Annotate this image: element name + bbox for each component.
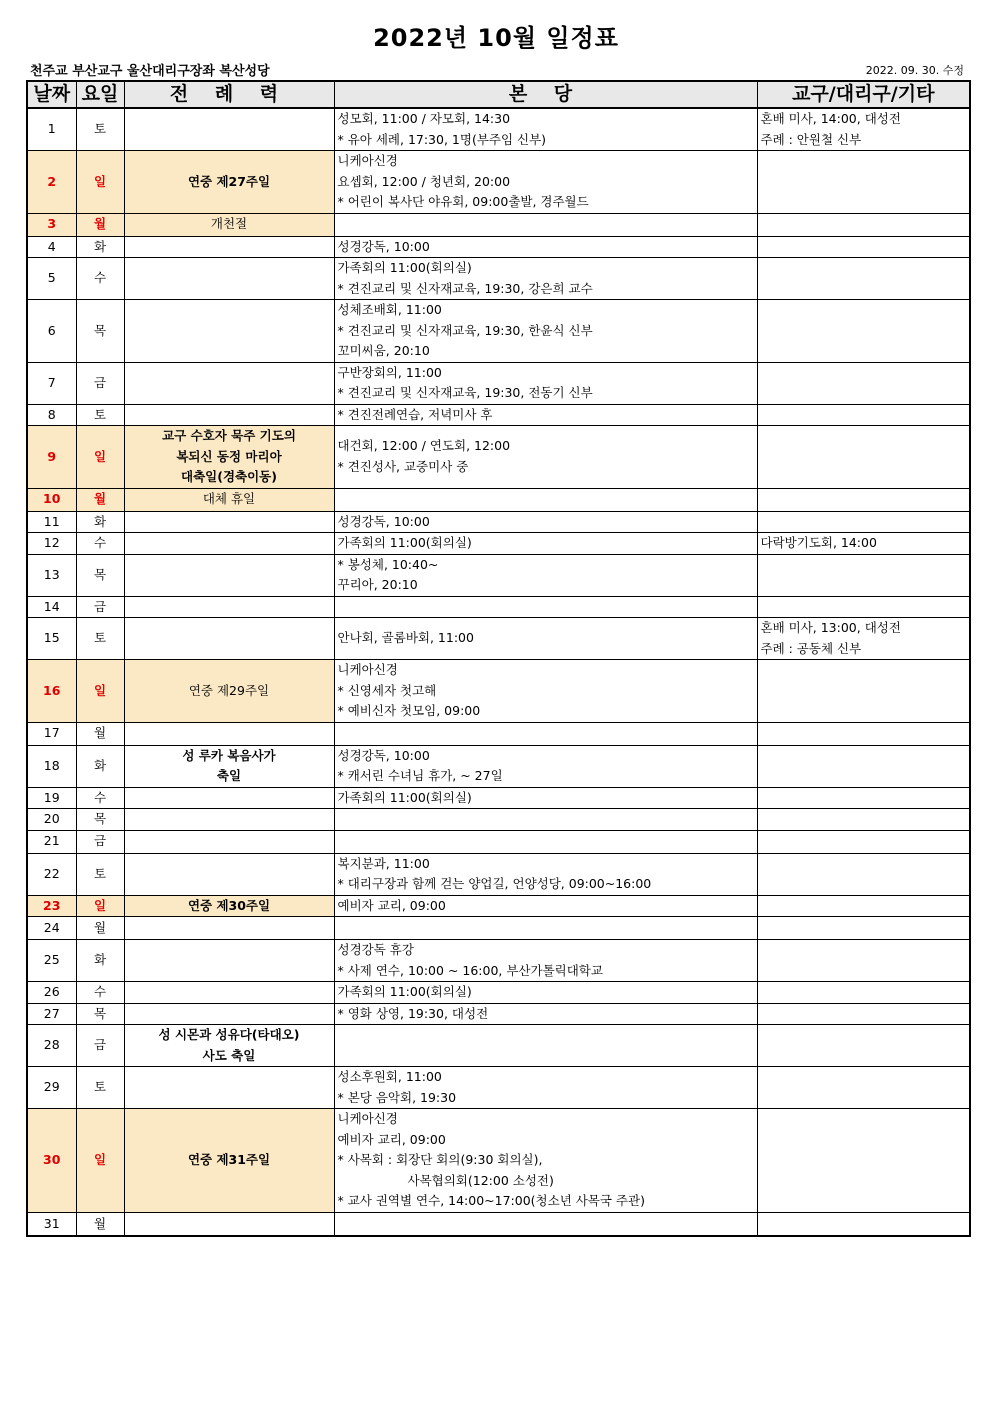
date-cell: 4 bbox=[27, 236, 76, 258]
parish-event: 성경강독, 10:00 bbox=[337, 513, 430, 529]
parish-event: 사목협의회(12:00 소성전) bbox=[407, 1172, 554, 1188]
diocese-cell bbox=[757, 830, 970, 853]
date-cell: 30 bbox=[27, 1109, 76, 1213]
schedule-table bbox=[26, 80, 971, 1237]
parish-event: 성소후원회, 11:00 bbox=[337, 1069, 442, 1084]
weekday-cell: 토 bbox=[76, 1067, 124, 1109]
diocese-cell bbox=[757, 108, 970, 151]
table-row bbox=[27, 895, 970, 917]
weekday-cell: 일 bbox=[76, 895, 124, 917]
parish-cell bbox=[334, 236, 757, 258]
table-row bbox=[27, 554, 970, 596]
table-row bbox=[27, 745, 970, 787]
parish-cell bbox=[334, 1109, 757, 1213]
parish-event: * 대리구장과 함께 걷는 양업길, 언양성당, 09:00~16:00 bbox=[337, 876, 652, 891]
table-row bbox=[27, 151, 970, 214]
liturgy-line: 개천절 bbox=[210, 216, 248, 232]
schedule-body bbox=[27, 108, 970, 1236]
date-cell: 23 bbox=[27, 895, 76, 917]
weekday-cell: 금 bbox=[76, 830, 124, 853]
table-header-row bbox=[27, 81, 970, 108]
parish-cell bbox=[334, 1003, 757, 1025]
diocese-cell bbox=[757, 745, 970, 787]
liturgy-cell bbox=[124, 745, 334, 787]
liturgy-cell bbox=[124, 300, 334, 363]
table-row bbox=[27, 236, 970, 258]
weekday-cell: 수 bbox=[76, 982, 124, 1004]
liturgy-cell bbox=[124, 1067, 334, 1109]
header-liturgy: 전 례 력 bbox=[124, 81, 334, 108]
table-row bbox=[27, 618, 970, 660]
parish-cell bbox=[334, 895, 757, 917]
table-row bbox=[27, 1109, 970, 1213]
date-cell: 9 bbox=[27, 426, 76, 489]
diocese-cell bbox=[757, 809, 970, 831]
diocese-event: 혼배 미사, 13:00, 대성전 bbox=[760, 620, 901, 635]
parish-event: * 어린이 복사단 야유회, 09:00출발, 경주월드 bbox=[337, 194, 589, 209]
parish-event: 예비자 교리, 09:00 bbox=[337, 1131, 446, 1147]
revision-date: 2022. 09. 30. 수정 bbox=[865, 64, 964, 77]
date-cell: 8 bbox=[27, 404, 76, 426]
weekday-cell: 일 bbox=[76, 426, 124, 489]
liturgy-cell bbox=[124, 596, 334, 618]
diocese-cell bbox=[757, 511, 970, 533]
liturgy-cell bbox=[124, 213, 334, 236]
diocese-cell bbox=[757, 258, 970, 300]
diocese-cell bbox=[757, 917, 970, 940]
parish-cell bbox=[334, 853, 757, 895]
parish-event: 꾸리아, 20:10 bbox=[337, 577, 418, 592]
parish-event: 가족회의 11:00(회의실) bbox=[337, 260, 472, 275]
parish-event: * 봉성체, 10:40~ bbox=[337, 556, 439, 572]
weekday-cell: 수 bbox=[76, 258, 124, 300]
weekday-cell: 목 bbox=[76, 809, 124, 831]
weekday-cell: 수 bbox=[76, 787, 124, 809]
date-cell: 27 bbox=[27, 1003, 76, 1025]
date-cell: 7 bbox=[27, 362, 76, 404]
weekday-cell: 월 bbox=[76, 1213, 124, 1236]
liturgy-cell bbox=[124, 618, 334, 660]
parish-cell bbox=[334, 917, 757, 940]
weekday-cell: 화 bbox=[76, 745, 124, 787]
diocese-cell bbox=[757, 618, 970, 660]
table-row bbox=[27, 722, 970, 745]
header-weekday: 요일 bbox=[76, 81, 124, 108]
weekday-cell: 토 bbox=[76, 853, 124, 895]
parish-event: * 견진성사, 교중미사 중 bbox=[337, 458, 469, 474]
liturgy-line: 성 루카 복음사가 bbox=[182, 747, 276, 763]
parish-cell bbox=[334, 830, 757, 853]
parish-cell bbox=[334, 940, 757, 982]
diocese-event: 주례 : 안원철 신부 bbox=[760, 131, 862, 147]
liturgy-cell bbox=[124, 722, 334, 745]
table-row bbox=[27, 488, 970, 511]
parish-event: * 사제 연수, 10:00 ~ 16:00, 부산가톨릭대학교 bbox=[337, 962, 603, 978]
liturgy-cell bbox=[124, 362, 334, 404]
diocese-cell bbox=[757, 533, 970, 555]
parish-event: * 견진교리 및 신자재교육, 19:30, 한윤식 신부 bbox=[337, 322, 593, 338]
parish-cell bbox=[334, 362, 757, 404]
weekday-cell: 목 bbox=[76, 554, 124, 596]
liturgy-line: 대체 휴일 bbox=[202, 491, 256, 507]
diocese-event: 주례 : 공동체 신부 bbox=[760, 640, 862, 656]
liturgy-line: 교구 수호자 묵주 기도의 bbox=[162, 428, 296, 443]
date-cell: 3 bbox=[27, 213, 76, 236]
date-cell: 15 bbox=[27, 618, 76, 660]
table-row bbox=[27, 1067, 970, 1109]
parish-event: 꼬미씨움, 20:10 bbox=[337, 343, 430, 358]
liturgy-cell bbox=[124, 853, 334, 895]
diocese-cell bbox=[757, 554, 970, 596]
parish-event: 니케아신경 bbox=[337, 153, 398, 168]
table-row bbox=[27, 596, 970, 618]
parish-event: * 사목회 : 회장단 회의(9:30 회의실), bbox=[337, 1152, 543, 1168]
diocese-event: 다락방기도회, 14:00 bbox=[760, 535, 877, 550]
weekday-cell: 금 bbox=[76, 1025, 124, 1067]
parish-event: * 신영세자 첫고해 bbox=[337, 682, 437, 698]
parish-cell bbox=[334, 533, 757, 555]
liturgy-line: 연중 제31주일 bbox=[187, 1152, 271, 1168]
diocese-cell bbox=[757, 982, 970, 1004]
liturgy-cell bbox=[124, 895, 334, 917]
weekday-cell: 토 bbox=[76, 618, 124, 660]
parish-event: 가족회의 11:00(회의실) bbox=[337, 789, 472, 805]
parish-cell bbox=[334, 426, 757, 489]
date-cell: 14 bbox=[27, 596, 76, 618]
liturgy-cell bbox=[124, 787, 334, 809]
parish-cell bbox=[334, 488, 757, 511]
parish-event: 대건회, 12:00 / 연도회, 12:00 bbox=[337, 438, 511, 454]
parish-cell bbox=[334, 511, 757, 533]
header-diocese: 교구/대리구/기타 bbox=[757, 81, 970, 108]
parish-cell bbox=[334, 1067, 757, 1109]
date-cell: 20 bbox=[27, 809, 76, 831]
parish-event: 예비자 교리, 09:00 bbox=[337, 897, 446, 913]
diocese-cell bbox=[757, 660, 970, 723]
table-row bbox=[27, 1025, 970, 1067]
liturgy-cell bbox=[124, 488, 334, 511]
parish-cell bbox=[334, 982, 757, 1004]
table-row bbox=[27, 533, 970, 555]
date-cell: 5 bbox=[27, 258, 76, 300]
weekday-cell: 토 bbox=[76, 108, 124, 151]
parish-cell bbox=[334, 300, 757, 363]
weekday-cell: 수 bbox=[76, 533, 124, 555]
parish-cell bbox=[334, 108, 757, 151]
liturgy-line: 연중 제29주일 bbox=[188, 682, 270, 698]
parish-event: * 예비신자 첫모임, 09:00 bbox=[337, 703, 481, 718]
diocese-cell bbox=[757, 236, 970, 258]
diocese-cell bbox=[757, 895, 970, 917]
date-cell: 2 bbox=[27, 151, 76, 214]
page-title: 2022년 10월 일정표 bbox=[373, 24, 619, 52]
diocese-cell bbox=[757, 151, 970, 214]
liturgy-line: 복되신 동정 마리아 bbox=[176, 448, 282, 464]
table-row bbox=[27, 660, 970, 723]
date-cell: 10 bbox=[27, 488, 76, 511]
weekday-cell: 월 bbox=[76, 488, 124, 511]
parish-cell bbox=[334, 404, 757, 426]
header-date: 날짜 bbox=[27, 81, 76, 108]
parish-cell bbox=[334, 1025, 757, 1067]
parish-event: 성경강독, 10:00 bbox=[337, 747, 430, 763]
parish-cell bbox=[334, 722, 757, 745]
parish-event: 성경강독 휴강 bbox=[337, 942, 414, 957]
date-cell: 12 bbox=[27, 533, 76, 555]
diocese-cell bbox=[757, 596, 970, 618]
diocese-cell bbox=[757, 426, 970, 489]
diocese-cell bbox=[757, 787, 970, 809]
parish-event: * 유아 세례, 17:30, 1명(부주임 신부) bbox=[337, 131, 547, 147]
liturgy-cell bbox=[124, 108, 334, 151]
date-cell: 29 bbox=[27, 1067, 76, 1109]
parish-cell bbox=[334, 554, 757, 596]
date-cell: 31 bbox=[27, 1213, 76, 1236]
table-row bbox=[27, 809, 970, 831]
parish-cell bbox=[334, 618, 757, 660]
diocese-cell bbox=[757, 722, 970, 745]
parish-cell bbox=[334, 258, 757, 300]
parish-event: 가족회의 11:00(회의실) bbox=[337, 535, 472, 550]
diocese-cell bbox=[757, 1003, 970, 1025]
parish-event: * 견진전례연습, 저녁미사 후 bbox=[337, 406, 493, 422]
date-cell: 17 bbox=[27, 722, 76, 745]
parish-name: 천주교 부산교구 울산대리구장좌 복산성당 bbox=[30, 64, 270, 79]
weekday-cell: 금 bbox=[76, 362, 124, 404]
diocese-cell bbox=[757, 1067, 970, 1109]
diocese-cell bbox=[757, 940, 970, 982]
date-cell: 16 bbox=[27, 660, 76, 723]
parish-cell bbox=[334, 809, 757, 831]
parish-event: 복지분과, 11:00 bbox=[337, 855, 430, 871]
liturgy-cell bbox=[124, 404, 334, 426]
liturgy-cell bbox=[124, 660, 334, 723]
table-row bbox=[27, 300, 970, 363]
liturgy-cell bbox=[124, 809, 334, 831]
weekday-cell: 목 bbox=[76, 300, 124, 363]
parish-cell bbox=[334, 745, 757, 787]
diocese-cell bbox=[757, 404, 970, 426]
parish-event: * 영화 상영, 19:30, 대성전 bbox=[337, 1005, 489, 1021]
diocese-cell bbox=[757, 1025, 970, 1067]
date-cell: 26 bbox=[27, 982, 76, 1004]
parish-event: 성경강독, 10:00 bbox=[337, 238, 430, 254]
date-cell: 6 bbox=[27, 300, 76, 363]
parish-cell bbox=[334, 213, 757, 236]
parish-event: 구반장회의, 11:00 bbox=[337, 364, 442, 380]
weekday-cell: 월 bbox=[76, 213, 124, 236]
liturgy-line: 연중 제27주일 bbox=[187, 173, 271, 189]
parish-cell bbox=[334, 787, 757, 809]
weekday-cell: 화 bbox=[76, 511, 124, 533]
date-cell: 28 bbox=[27, 1025, 76, 1067]
date-cell: 24 bbox=[27, 917, 76, 940]
liturgy-cell bbox=[124, 1109, 334, 1213]
parish-event: 요셉회, 12:00 / 청년회, 20:00 bbox=[337, 173, 511, 189]
weekday-cell: 월 bbox=[76, 917, 124, 940]
diocese-cell bbox=[757, 213, 970, 236]
liturgy-cell bbox=[124, 1025, 334, 1067]
weekday-cell: 일 bbox=[76, 660, 124, 723]
table-row bbox=[27, 1003, 970, 1025]
weekday-cell: 화 bbox=[76, 236, 124, 258]
parish-event: 니케아신경 bbox=[337, 1111, 398, 1127]
diocese-cell bbox=[757, 1109, 970, 1213]
table-row bbox=[27, 940, 970, 982]
table-row bbox=[27, 108, 970, 151]
table-row bbox=[27, 917, 970, 940]
parish-event: 성모회, 11:00 / 자모회, 14:30 bbox=[337, 111, 511, 126]
parish-event: * 캐서린 수녀님 휴가, ~ 27일 bbox=[337, 768, 503, 783]
parish-event: 가족회의 11:00(회의실) bbox=[337, 984, 472, 999]
diocese-cell bbox=[757, 1213, 970, 1236]
date-cell: 25 bbox=[27, 940, 76, 982]
liturgy-cell bbox=[124, 830, 334, 853]
parish-event: * 교사 권역별 연수, 14:00~17:00(청소년 사목국 주관) bbox=[337, 1193, 645, 1209]
date-cell: 22 bbox=[27, 853, 76, 895]
liturgy-cell bbox=[124, 426, 334, 489]
date-cell: 19 bbox=[27, 787, 76, 809]
date-cell: 18 bbox=[27, 745, 76, 787]
weekday-cell: 월 bbox=[76, 722, 124, 745]
table-row bbox=[27, 853, 970, 895]
weekday-cell: 금 bbox=[76, 596, 124, 618]
date-cell: 21 bbox=[27, 830, 76, 853]
table-row bbox=[27, 830, 970, 853]
diocese-event: 혼배 미사, 14:00, 대성전 bbox=[760, 111, 901, 126]
weekday-cell: 토 bbox=[76, 404, 124, 426]
date-cell: 13 bbox=[27, 554, 76, 596]
diocese-cell bbox=[757, 300, 970, 363]
parish-event: 니케아신경 bbox=[337, 662, 398, 677]
parish-event: * 본당 음악회, 19:30 bbox=[337, 1089, 457, 1105]
liturgy-cell bbox=[124, 1003, 334, 1025]
parish-event: 성체조배회, 11:00 bbox=[337, 302, 442, 317]
liturgy-line: 성 시몬과 성유다(타대오) bbox=[158, 1027, 300, 1042]
liturgy-cell bbox=[124, 258, 334, 300]
table-row bbox=[27, 1213, 970, 1236]
diocese-cell bbox=[757, 853, 970, 895]
header-parish: 본 당 bbox=[334, 81, 757, 108]
date-cell: 1 bbox=[27, 108, 76, 151]
liturgy-cell bbox=[124, 917, 334, 940]
liturgy-line: 사도 축일 bbox=[202, 1047, 256, 1063]
table-row bbox=[27, 404, 970, 426]
weekday-cell: 화 bbox=[76, 940, 124, 982]
table-row bbox=[27, 511, 970, 533]
liturgy-line: 축일 bbox=[216, 768, 242, 783]
liturgy-cell bbox=[124, 940, 334, 982]
weekday-cell: 일 bbox=[76, 151, 124, 214]
date-cell: 11 bbox=[27, 511, 76, 533]
liturgy-cell bbox=[124, 554, 334, 596]
table-row bbox=[27, 982, 970, 1004]
liturgy-cell bbox=[124, 511, 334, 533]
liturgy-cell bbox=[124, 236, 334, 258]
weekday-cell: 목 bbox=[76, 1003, 124, 1025]
liturgy-line: 연중 제30주일 bbox=[187, 897, 271, 913]
table-row bbox=[27, 258, 970, 300]
diocese-cell bbox=[757, 488, 970, 511]
liturgy-cell bbox=[124, 151, 334, 214]
parish-cell bbox=[334, 151, 757, 214]
parish-event: * 견진교리 및 신자재교육, 19:30, 강은희 교수 bbox=[337, 280, 593, 296]
table-row bbox=[27, 426, 970, 489]
parish-cell bbox=[334, 1213, 757, 1236]
weekday-cell: 일 bbox=[76, 1109, 124, 1213]
parish-event: 안나회, 골롬바회, 11:00 bbox=[337, 630, 474, 646]
diocese-cell bbox=[757, 362, 970, 404]
table-row bbox=[27, 362, 970, 404]
table-row bbox=[27, 787, 970, 809]
parish-cell bbox=[334, 660, 757, 723]
table-row bbox=[27, 213, 970, 236]
parish-cell bbox=[334, 596, 757, 618]
parish-event: * 견진교리 및 신자재교육, 19:30, 전동기 신부 bbox=[337, 385, 593, 400]
liturgy-cell bbox=[124, 982, 334, 1004]
liturgy-cell bbox=[124, 1213, 334, 1236]
liturgy-line: 대축일(경축이동) bbox=[181, 469, 277, 484]
liturgy-cell bbox=[124, 533, 334, 555]
